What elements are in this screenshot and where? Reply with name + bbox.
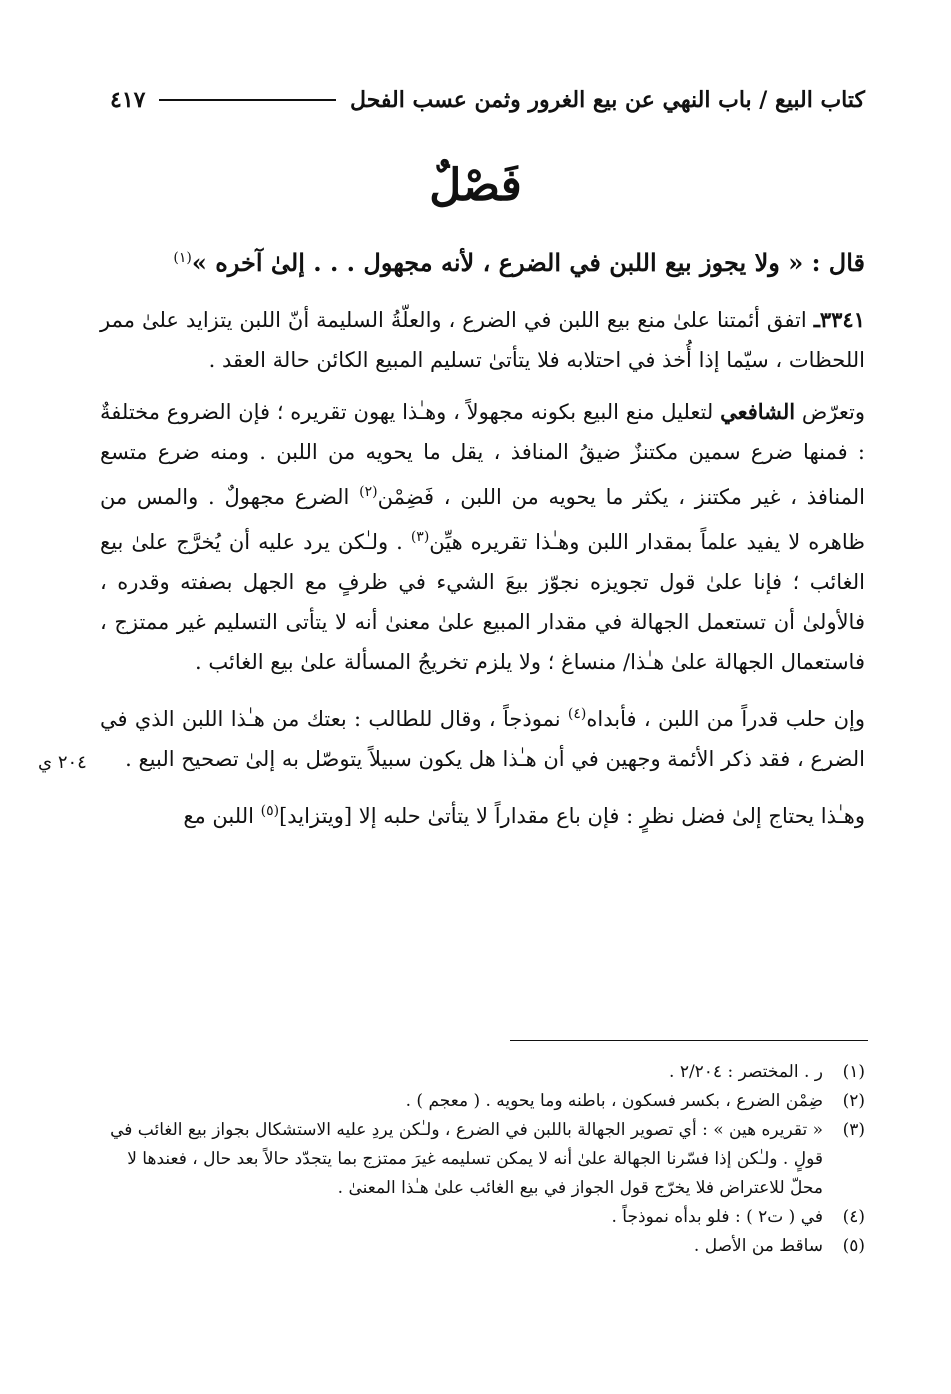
lead-text: قال : « ولا يجوز بيع اللبن في الضرع ، لأنه مجهول . . . إلىٰ آخره » [191, 248, 865, 277]
footnote-text: في ( ت٢ ) : فلو بدأه نموذجاً . [611, 1207, 823, 1227]
footnote [100, 1232, 865, 1261]
paragraph-text: لتعليل منع البيع بكونه مجهولاً ، وهـٰذا يهون تقريره ؛ فإن الضروع مختلفةٌ : فمنها ضرع سمين مكتنزٌ ضيقُ المنافذ ، يقل ما يحويه من اللبن . ومنه ضرع متسع المنافذ ، غير مكتنز ، يكثر ما يحويه من اللبن ، فَضِمْن [100, 400, 865, 509]
paragraph-sample [100, 694, 865, 779]
paragraph-shafii [100, 392, 865, 682]
paragraph-text: اتفق أئمتنا علىٰ منع بيع اللبن في الضرع ، والعلّةُ السليمة أنّ اللبن يتزايد علىٰ ممر اللحظات ، سيّما إذا أُخذ في احتلابه فلا يتأتىٰ تسليم المبيع الكائن حالة العقد . [100, 308, 865, 372]
footnote-number: (٢) [842, 1091, 865, 1111]
footnote [100, 1116, 865, 1203]
section-title: فَصْلٌ [429, 160, 522, 211]
running-header [110, 80, 865, 120]
lead-quote [100, 238, 865, 283]
paragraph-text: اللبن مع [183, 804, 254, 828]
footnote-number: (٤) [842, 1207, 865, 1227]
footnote [100, 1058, 865, 1087]
header-rule [159, 99, 336, 101]
footnote [100, 1203, 865, 1232]
paragraph-text: وإن حلب قدراً من اللبن ، فأبداه [586, 707, 865, 731]
footnote-ref: (٤) [567, 706, 587, 722]
paragraph-number: ٣٣٤١ـ [813, 307, 865, 332]
footnote-number: (٣) [842, 1120, 865, 1140]
footnote-text: ر . المختصر : ٢/٢٠٤ . [669, 1062, 823, 1082]
paragraph-3341 [100, 300, 865, 380]
footnote-text: ضِمْن الضرع ، بكسر فسكون ، باطنه وما يحويه . ( معجم ) . [405, 1091, 823, 1111]
footnote-text: ساقط من الأصل . [693, 1236, 823, 1256]
lead-footnote-ref: (١) [173, 250, 192, 266]
paragraph-text: الضرع مجهولٌ . والمس من ظاهره لا يفيد علماً بمقدار اللبن وهـٰذا تقريره هيِّن [100, 485, 865, 554]
footnote-number: (٥) [842, 1236, 865, 1256]
footnote-number: (١) [842, 1062, 865, 1082]
footnote-ref: (٢) [359, 484, 378, 500]
paragraph-text: وتعرّض [801, 400, 865, 424]
footnote-text: « تقريره هين » : أي تصوير الجهالة باللبن في الضرع ، ولـٰكن يردِ عليه الاستشكال بجواز بيع الغائب في قولٍ . ولـٰكن إذا فسّرنا الجهالة علىٰ أنه لا يمكن تسليمه غيرَ ممتزج بما يتجدّد حالاً بعد حال ، فعندها لا محلّ للاعتراض فلا يخرّج قول الجواز في بيع الغائب علىٰ هـٰذا المعنىٰ . [110, 1120, 823, 1198]
footnote [100, 1087, 865, 1116]
paragraph-text: وهـٰذا يحتاج إلىٰ فضل نظرٍ : فإن باع مقداراً لا يتأتىٰ حلبه إلا [ويتزايد] [279, 804, 865, 828]
footnote-ref: (٣) [410, 529, 430, 545]
paragraph-continued [100, 791, 865, 836]
emphasized-name: الشافعي [720, 399, 796, 424]
paragraph-text: . ولـٰكن يرد عليه أن يُخرَّج علىٰ بيع الغائب ؛ فإنا علىٰ قول تجويزه نجوّز بيعَ الشيء في ظرفٍ مع الجهل بصفته وقدره ، فالأولىٰ أن تستعمل الجهالة في مقدار المبيع علىٰ معنىٰ أنه لا يتأتى التسليم غير ممتزج ، فاستعمال الجهالة علىٰ هـٰذا/ منساغ ؛ ولا يلزم تخريجُ المسألة علىٰ بيع الغائب . [100, 530, 865, 674]
page-number: ٤١٧ [110, 87, 146, 113]
paragraph-text: نموذجاً ، وقال للطالب : بعتك من هـٰذا اللبن الذي في الضرع ، فقد ذكر الأئمة وجهين في أن هـٰذا هل يكون سبيلاً يتوصّل به إلىٰ تصحيح البيع . [100, 707, 865, 771]
footnote-ref: (٥) [260, 803, 280, 819]
margin-folio-note: ٢٠٤ ي [38, 752, 87, 773]
footnote-separator [510, 1040, 868, 1041]
header-title: كتاب البيع / باب النهي عن بيع الغرور وثمن عسب الفحل [350, 87, 865, 113]
body-text [100, 300, 865, 848]
footnotes [100, 1058, 865, 1261]
